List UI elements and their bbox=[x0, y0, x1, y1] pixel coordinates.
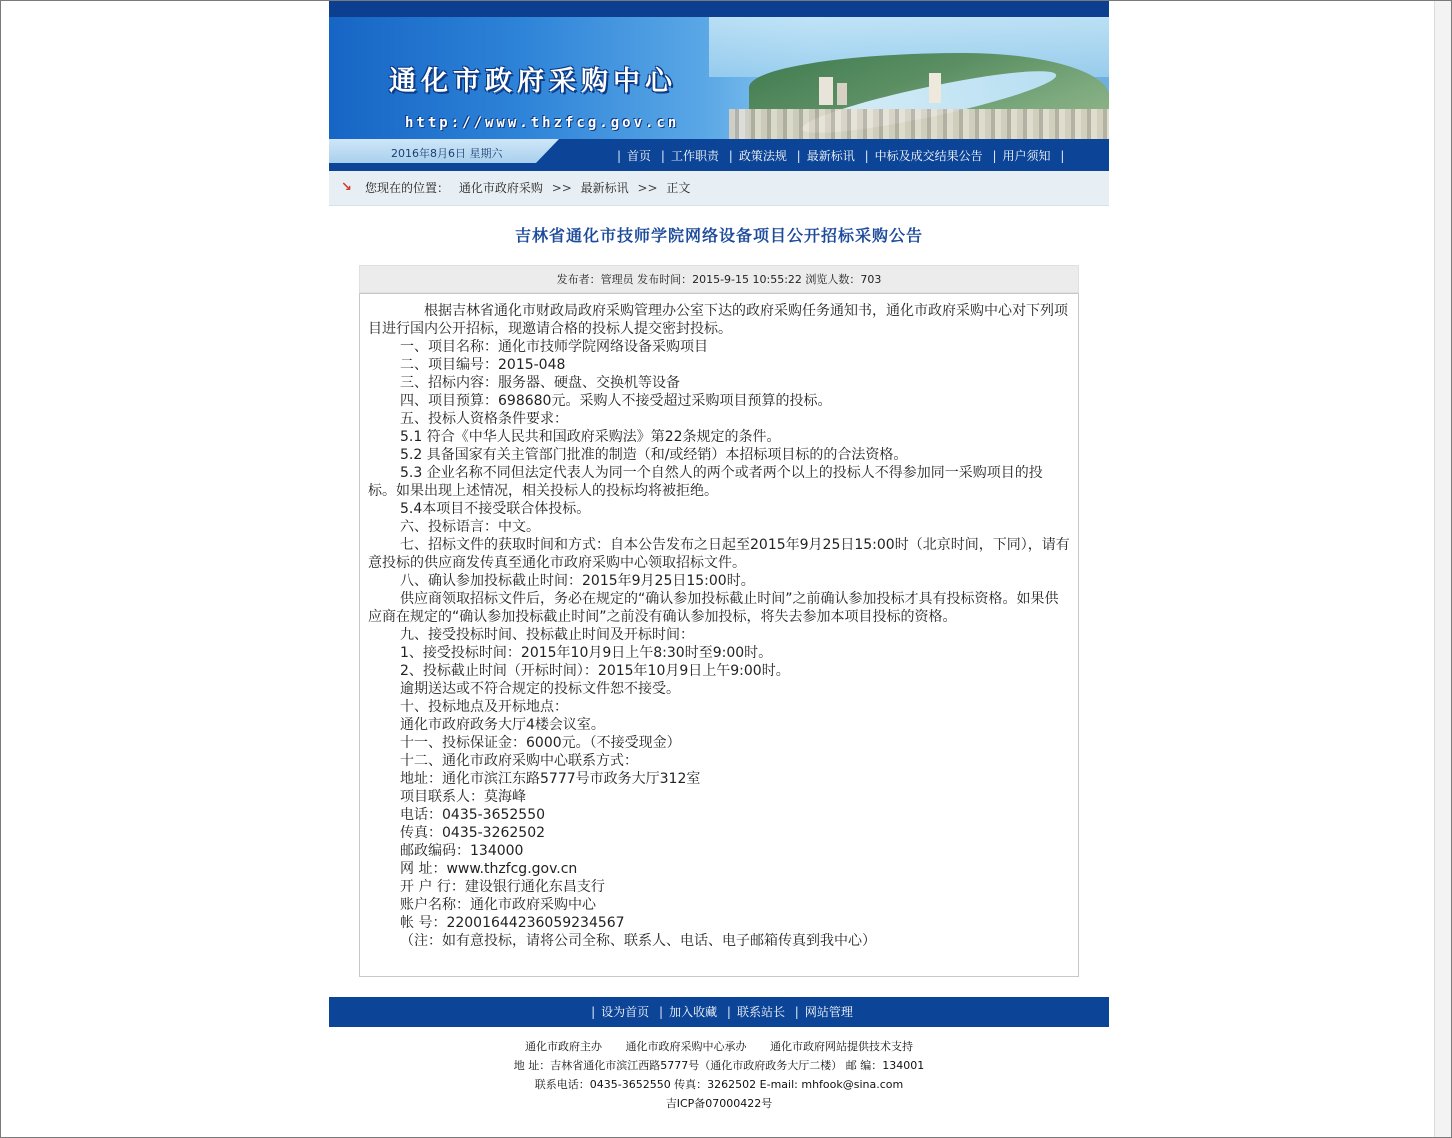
footer-icp[interactable]: 吉ICP备07000422号 bbox=[665, 1097, 773, 1110]
content-paragraph: 1、接受投标时间：2015年10月9日上午8:30时至9:00时。 bbox=[400, 645, 773, 661]
breadcrumb-prefix: 您现在的位置： bbox=[365, 181, 450, 195]
content-paragraph: 供应商领取招标文件后，务必在规定的“确认参加投标截止时间”之前确认参加投标才具有投标资格。如果供应商在规定的“确认参加投标截止时间”之前没有确认参加投标，将失去参加本项目投标的资格。 bbox=[368, 591, 1059, 625]
nav-home[interactable]: 首页 bbox=[627, 149, 652, 163]
breadcrumb bbox=[329, 171, 1109, 206]
page-container bbox=[329, 1, 1109, 1110]
nav-user-guide[interactable]: 用户须知 bbox=[1002, 149, 1051, 163]
content-paragraph: 二、项目编号：2015-048 bbox=[400, 357, 566, 373]
content-paragraph: 逾期送达或不符合规定的投标文件恕不接受。 bbox=[400, 681, 680, 697]
content-paragraph: 5.4本项目不接受联合体投标。 bbox=[400, 501, 591, 517]
banner-building bbox=[837, 83, 847, 105]
content-paragraph: 七、招标文件的获取时间和方式：自本公告发布之日起至2015年9月25日15:00时（北京时间，下同），请有意投标的供应商发传真至通化市政府采购中心领取招标文件。 bbox=[368, 537, 1070, 571]
content-paragraph: 帐 号：22001644236059234567 bbox=[400, 915, 625, 931]
content-paragraph: 三、招标内容：服务器、硬盘、交换机等设备 bbox=[400, 375, 680, 391]
content-paragraph: 四、项目预算：698680元。采购人不接受超过采购项目预算的投标。 bbox=[400, 393, 832, 409]
content-paragraph: 六、投标语言：中文。 bbox=[400, 519, 540, 535]
content-paragraph: 项目联系人：莫海峰 bbox=[400, 789, 526, 805]
current-date: 2016年8月6日 星期六 bbox=[391, 147, 503, 160]
footer-org-host: 通化市政府主办 bbox=[525, 1040, 602, 1053]
content-paragraph: 十一、投标保证金：6000元。（不接受现金） bbox=[400, 735, 681, 751]
footer-contact: 联系电话：0435-3652550 传真：3262502 E-mail: mhfook@sina.com bbox=[534, 1078, 904, 1091]
content-paragraph: 十、投标地点及开标地点： bbox=[400, 699, 568, 715]
breadcrumb-separator: >> bbox=[551, 181, 572, 195]
footer-address: 地 址：吉林省通化市滨江西路5777号（通化市政府政务大厅二楼） 邮 编：134001 bbox=[513, 1059, 925, 1072]
main-navbar bbox=[329, 139, 1109, 171]
article-content bbox=[359, 293, 1079, 977]
content-paragraph: 账户名称：通化市政府采购中心 bbox=[400, 897, 596, 913]
content-paragraph: 邮政编码：134000 bbox=[400, 843, 524, 859]
footer-site-admin[interactable]: 网站管理 bbox=[804, 1005, 853, 1019]
nav-award-results[interactable]: 中标及成交结果公告 bbox=[874, 149, 983, 163]
breadcrumb-item-latest[interactable]: 最新标讯 bbox=[580, 181, 629, 195]
page-scrollbar[interactable] bbox=[1434, 1, 1451, 1137]
content-paragraph: 根据吉林省通化市财政局政府采购管理办公室下达的政府采购任务通知书，通化市政府采购中心对下列项目进行国内公开招标，现邀请合格的投标人提交密封投标。 bbox=[368, 303, 1068, 337]
nav-duties[interactable]: 工作职责 bbox=[670, 149, 719, 163]
footer-add-favorite[interactable]: 加入收藏 bbox=[669, 1005, 718, 1019]
content-paragraph: 开 户 行：建设银行通化东昌支行 bbox=[400, 879, 605, 895]
content-paragraph: 八、确认参加投标截止时间：2015年9月25日15:00时。 bbox=[400, 573, 755, 589]
content-paragraph: 2、投标截止时间（开标时间）：2015年10月9日上午9:00时。 bbox=[400, 663, 790, 679]
article-title: 吉林省通化市技师学院网络设备项目公开招标采购公告 bbox=[514, 226, 923, 245]
banner-city bbox=[729, 109, 1109, 139]
footer-navbar: | 设为首页 | 加入收藏 | 联系站长 | 网站管理 bbox=[329, 997, 1109, 1027]
content-paragraph: 5.3 企业名称不同但法定代表人为同一个自然人的两个或者两个以上的投标人不得参加同一采购项目的投标。如果出现上述情况，相关投标人的投标均将被拒绝。 bbox=[368, 465, 1043, 499]
content-paragraph: 十二、通化市政府采购中心联系方式： bbox=[400, 753, 638, 769]
breadcrumb-arrow-icon: ↘ bbox=[341, 180, 352, 195]
footer-org-support: 通化市政府网站提供技术支持 bbox=[770, 1040, 913, 1053]
footer-info bbox=[329, 1037, 1109, 1113]
content-paragraph: 5.1 符合《中华人民共和国政府采购法》第22条规定的条件。 bbox=[400, 429, 781, 445]
banner-building bbox=[819, 77, 833, 105]
nav-links: | 首页 | 工作职责 | 政策法规 | 最新标讯 | 中标及成交结果公告 | 用户须知 | bbox=[617, 149, 1065, 163]
content-paragraph: （注：如有意投标，请将公司全称、联系人、电话、电子邮箱传真到我中心） bbox=[400, 933, 876, 949]
content-paragraph: 五、投标人资格条件要求： bbox=[400, 411, 568, 427]
top-strip bbox=[329, 1, 1109, 17]
content-paragraph: 通化市政府政务大厅4楼会议室。 bbox=[400, 717, 605, 733]
content-paragraph: 地址：通化市滨江东路5777号市政务大厅312室 bbox=[400, 771, 701, 787]
breadcrumb-separator: >> bbox=[637, 181, 658, 195]
content-paragraph: 网 址：www.thzfcg.gov.cn bbox=[400, 861, 578, 877]
site-title: 通化市政府采购中心 bbox=[389, 66, 677, 97]
breadcrumb-item-procurement[interactable]: 通化市政府采购 bbox=[458, 181, 543, 195]
breadcrumb-item-current: 正文 bbox=[666, 181, 691, 195]
content-paragraph: 九、接受投标时间、投标截止时间及开标时间： bbox=[400, 627, 694, 643]
article-meta: 发布者：管理员 发布时间：2015-9-15 10:55:22 浏览人数：703 bbox=[359, 265, 1079, 293]
footer-org-operator: 通化市政府采购中心承办 bbox=[625, 1040, 747, 1053]
footer-contact-admin[interactable]: 联系站长 bbox=[736, 1005, 785, 1019]
nav-policies[interactable]: 政策法规 bbox=[738, 149, 787, 163]
content-paragraph: 一、项目名称：通化市技师学院网络设备采购项目 bbox=[400, 339, 708, 355]
content-paragraph: 传真：0435-3262502 bbox=[400, 825, 546, 841]
content-paragraph: 5.2 具备国家有关主管部门批准的制造（和/或经销）本招标项目标的的合法资格。 bbox=[400, 447, 908, 463]
content-paragraph: 电话：0435-3652550 bbox=[400, 807, 546, 823]
footer-set-homepage[interactable]: 设为首页 bbox=[601, 1005, 650, 1019]
nav-latest-bids[interactable]: 最新标讯 bbox=[806, 149, 855, 163]
banner-building bbox=[929, 73, 941, 103]
site-url: http://www.thzfcg.gov.cn bbox=[405, 115, 680, 131]
header-banner bbox=[329, 17, 1109, 139]
